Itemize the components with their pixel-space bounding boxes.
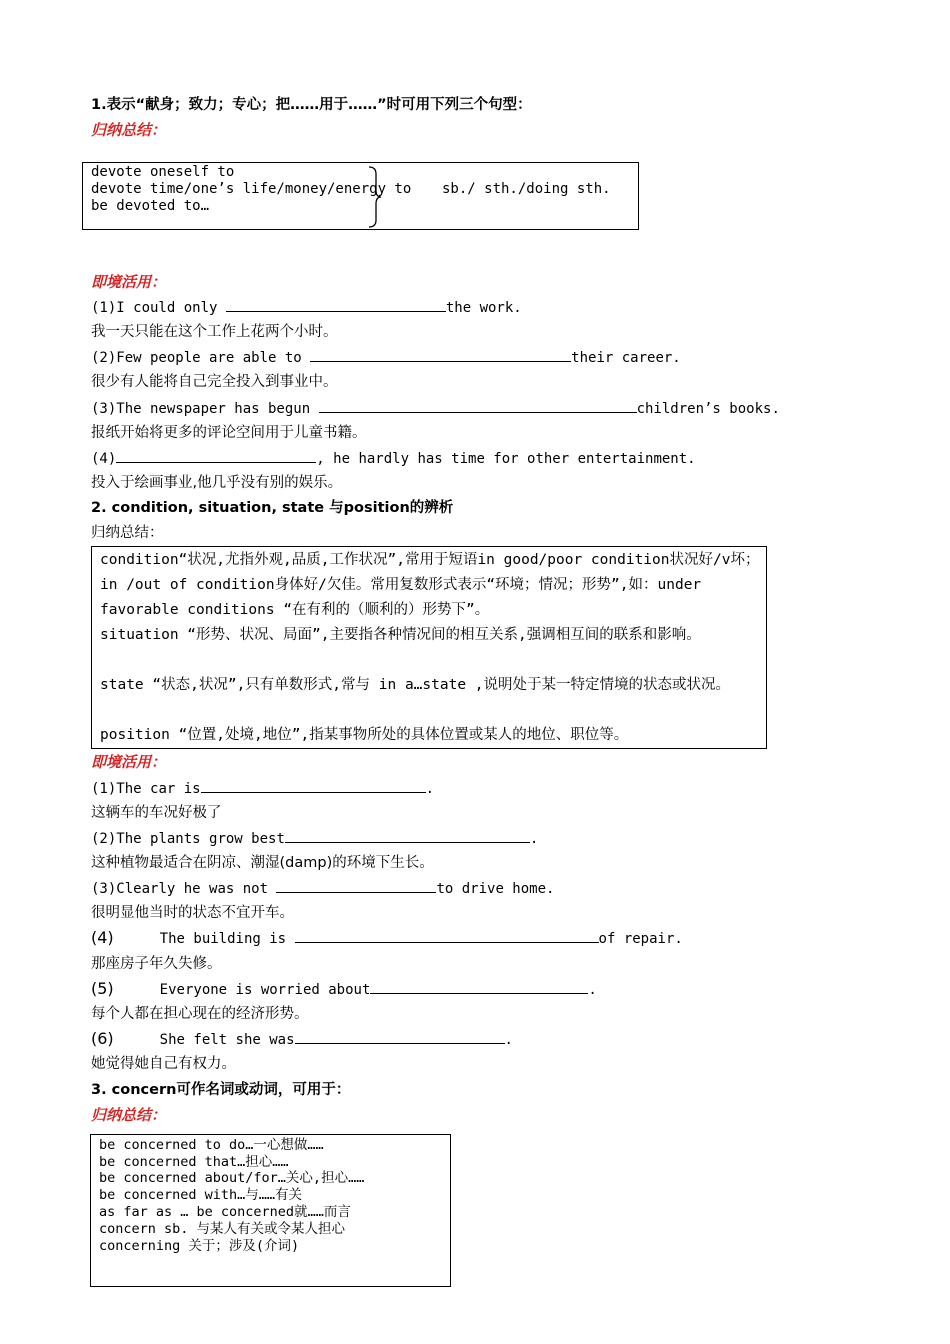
exercise-number: (3)	[91, 881, 117, 897]
exercise-prefix: (2)Few people are able to	[91, 350, 311, 366]
section-1-practice-label: 即境活用：	[91, 273, 167, 291]
exercise-prefix: (4)	[91, 451, 117, 467]
exercise-translation: 这辆车的车况好极了	[91, 805, 222, 821]
box-paragraph: state “状态,状况”,只有单数形式,常与 in a…state ,说明处于某一特定情境的状态或状况。	[100, 677, 731, 693]
exercise-line	[91, 298, 522, 317]
exercise-translation: 我一天只能在这个工作上花两个小时。	[91, 324, 338, 340]
box-line: concerning 关于；涉及(介词)	[99, 1238, 300, 1254]
box-paragraph: condition“状况,尤指外观,品质,工作状况”,常用于短语in good/poor condition状况好/v坏；in /out of condition身体好/欠佳。常用复数形式表示“环境；情况；形势”,如：under favorable conditions “在有利的（顺利的）形势下”。	[100, 552, 760, 618]
exercise-line	[91, 399, 780, 418]
exercise-number: (2)	[91, 831, 117, 847]
exercise-line	[91, 348, 681, 367]
exercise-translation: 很少有人能将自己完全投入到事业中。	[91, 374, 338, 390]
exercise-prefix: The plants grow best	[116, 831, 285, 847]
section-3-heading: 3. concern可作名词或动词，可用于：	[91, 1082, 351, 1098]
exercise-line	[91, 879, 554, 898]
exercise-line	[91, 980, 597, 999]
exercise-translation: 那座房子年久失修。	[91, 956, 222, 972]
section-1-summary-label: 归纳总结：	[91, 121, 167, 139]
exercise-line	[91, 1030, 513, 1049]
section-1-heading: 1.表示“献身；致力；专心；把……用于……”时可用下列三个句型：	[91, 97, 532, 113]
exercise-translation: 她觉得她自己有权力。	[91, 1056, 236, 1072]
answer-blank[interactable]	[116, 449, 316, 463]
box-line: concern sb. 与某人有关或令某人担心	[99, 1221, 346, 1237]
exercise-prefix: Clearly he was not	[116, 881, 277, 897]
exercise-suffix: their career.	[571, 350, 681, 366]
exercise-number: (4)	[91, 928, 114, 947]
exercise-suffix: .	[425, 781, 435, 797]
box-line: be concerned to do…一心想做……	[99, 1137, 324, 1153]
exercise-prefix: Everyone is worried about	[159, 982, 371, 998]
box-object: sb./ sth./doing sth.	[442, 181, 611, 197]
box-line: be concerned with…与……有关	[99, 1187, 303, 1203]
answer-blank[interactable]	[319, 399, 637, 413]
exercise-translation: 这种植物最适合在阴凉、潮湿(damp)的环境下生长。	[91, 855, 434, 871]
exercise-suffix: the work.	[445, 300, 522, 316]
exercise-line	[91, 449, 696, 468]
section-2-heading: 2. condition, situation, state 与position的辨析	[91, 500, 454, 516]
answer-blank[interactable]	[285, 829, 530, 843]
exercise-suffix: of repair.	[598, 931, 683, 947]
exercise-number: (5)	[91, 979, 114, 998]
exercise-line	[91, 829, 538, 848]
box-line: devote time/one’s life/money/energy to	[91, 181, 412, 197]
exercise-suffix: .	[504, 1032, 513, 1048]
answer-blank[interactable]	[370, 980, 588, 994]
exercise-number: (1)	[91, 781, 117, 797]
exercise-translation: 很明显他当时的状态不宜开车。	[91, 905, 294, 921]
section-2-summary-label: 归纳总结：	[91, 525, 164, 541]
answer-blank[interactable]	[295, 929, 599, 943]
section-3-summary-label: 归纳总结：	[91, 1106, 167, 1124]
exercise-prefix: The car is	[116, 781, 201, 797]
box-paragraph: situation “形势、状况、局面”,主要指各种情况间的相互关系,强调相互间的联系和影响。	[100, 627, 701, 643]
exercise-translation: 投入于绘画事业,他几乎没有别的娱乐。	[91, 475, 343, 491]
exercise-suffix: , he hardly has time for other entertainment.	[316, 451, 696, 467]
exercise-suffix: .	[529, 831, 539, 847]
answer-blank[interactable]	[310, 348, 571, 362]
exercise-translation: 报纸开始将更多的评论空间用于儿童书籍。	[91, 425, 367, 441]
box-paragraph: position “位置,处境,地位”,指某事物所处的具体位置或某人的地位、职位等。	[100, 727, 629, 743]
exercise-number: (6)	[91, 1029, 114, 1048]
box-line: as far as … be concerned就……而言	[99, 1204, 351, 1220]
box-line: be concerned about/for…关心,担心……	[99, 1170, 365, 1186]
exercise-suffix: children’s books.	[636, 401, 780, 417]
box-line: be concerned that…担心……	[99, 1154, 289, 1170]
exercise-prefix: The building is	[159, 931, 295, 947]
exercise-prefix: She felt she was	[159, 1032, 295, 1048]
exercise-translation: 每个人都在担心现在的经济形势。	[91, 1006, 309, 1022]
right-brace-icon	[367, 166, 383, 228]
exercise-prefix: (1)I could only	[91, 300, 226, 316]
section-1-summary-box	[82, 162, 639, 230]
box-line: be devoted to…	[91, 198, 210, 214]
exercise-suffix: to drive home.	[436, 881, 555, 897]
exercise-suffix: .	[588, 982, 597, 998]
exercise-line	[91, 929, 683, 948]
answer-blank[interactable]	[226, 298, 446, 312]
answer-blank[interactable]	[201, 779, 426, 793]
exercise-prefix: (3)The newspaper has begun	[91, 401, 319, 417]
answer-blank[interactable]	[276, 879, 436, 893]
box-line: devote oneself to	[91, 164, 235, 180]
section-2-practice-label: 即境活用：	[91, 753, 167, 771]
answer-blank[interactable]	[295, 1030, 505, 1044]
exercise-line	[91, 779, 434, 798]
